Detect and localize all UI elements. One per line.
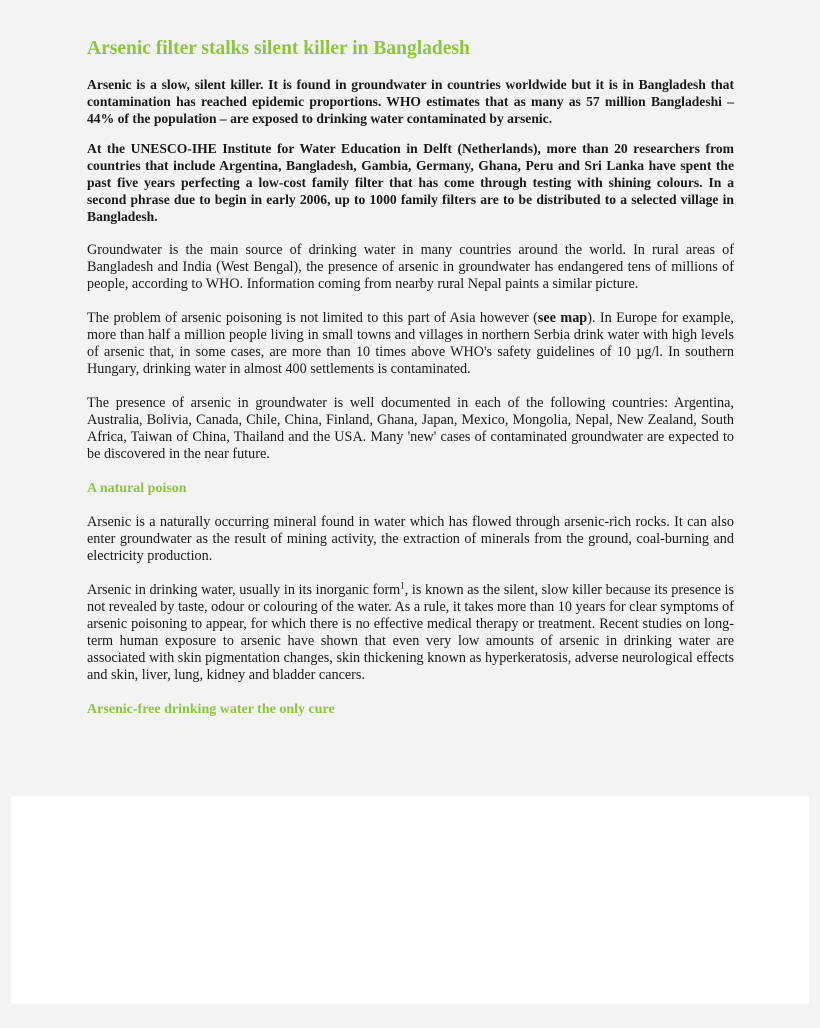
see-map-link[interactable]: see map	[537, 310, 588, 326]
article-title: Arsenic filter stalks silent killer in Bangladesh	[87, 38, 470, 59]
footnote-marker: 1	[400, 580, 405, 591]
paragraph-silent-killer-text-end: , is known as the silent, slow killer because its presence is not revealed by taste, odour or colouring of the water. As a rule, it takes more than 10 years for clear symptoms of arsenic poisoning to appear, for which there is no effective medical therapy or treatment. Recent studies on long-term human exposure to arsenic have shown that even very low amounts of arsenic in drinking water are associated with skin pigmentation changes, skin thickening known as hyperkeratosis, adverse neurological effects and skin, liver, lung, kidney and bladder cancers.	[87, 582, 734, 683]
paragraph-natural-mineral: Arsenic is a naturally occurring mineral found in water which has flowed through arsenic-rich rocks. It can also enter groundwater as the result of mining activity, the extraction of minerals from the ground, coal-burning and electricity production.	[87, 514, 734, 564]
lead-paragraph-1: Arsenic is a slow, silent killer. It is found in groundwater in countries worldwide but it is in Bangladesh that contamination has reached epidemic proportions. WHO estimates that as many as 57 million Bangladeshi – 44% of the population – are exposed to drinking water contaminated by arsenic.	[87, 77, 734, 126]
subheading-only-cure: Arsenic-free drinking water the only cure	[87, 702, 335, 717]
paragraph-silent-killer	[87, 582, 734, 684]
blank-panel	[11, 796, 809, 1004]
paragraph-problem-text-start: The problem of arsenic poisoning is not limited to this part of Asia however (	[87, 310, 538, 326]
paragraph-countries: The presence of arsenic in groundwater is well documented in each of the following countries: Argentina, Australia, Bolivia, Canada, Chile, China, Finland, Ghana, Japan, Mexico, Mongolia, Nepal, New Zealand, South Africa, Taiwan of China, Thailand and the USA. Many 'new' cases of contaminated groundwater are expected to be discovered in the near future.	[87, 395, 734, 462]
paragraph-problem	[87, 310, 734, 378]
paragraph-problem-text-end: ). In Europe for example, more than half a million people living in small towns and villages in northern Serbia drink water with high levels of arsenic that, in some cases, are more than 10 times above WHO's safety guidelines of 10 µg/l. In southern Hungary, drinking water in almost 400 settlements is contaminated.	[87, 310, 734, 377]
paragraph-silent-killer-text-start: Arsenic in drinking water, usually in its inorganic form	[87, 582, 401, 598]
paragraph-groundwater: Groundwater is the main source of drinking water in many countries around the world. In rural areas of Bangladesh and India (West Bengal), the presence of arsenic in groundwater has endangered tens of millions of people, according to WHO. Information coming from nearby rural Nepal paints a similar picture.	[87, 242, 734, 292]
lead-paragraph-2: At the UNESCO-IHE Institute for Water Education in Delft (Netherlands), more than 20 researchers from countries that include Argentina, Bangladesh, Gambia, Germany, Ghana, Peru and Sri Lanka have spent the past five years perfecting a low-cost family filter that has come through testing with shining colours. In a second phrase due to begin in early 2006, up to 1000 family filters are to be distributed to a selected village in Bangladesh.	[87, 141, 734, 224]
subheading-natural-poison: A natural poison	[87, 481, 187, 496]
article-body	[87, 36, 734, 735]
